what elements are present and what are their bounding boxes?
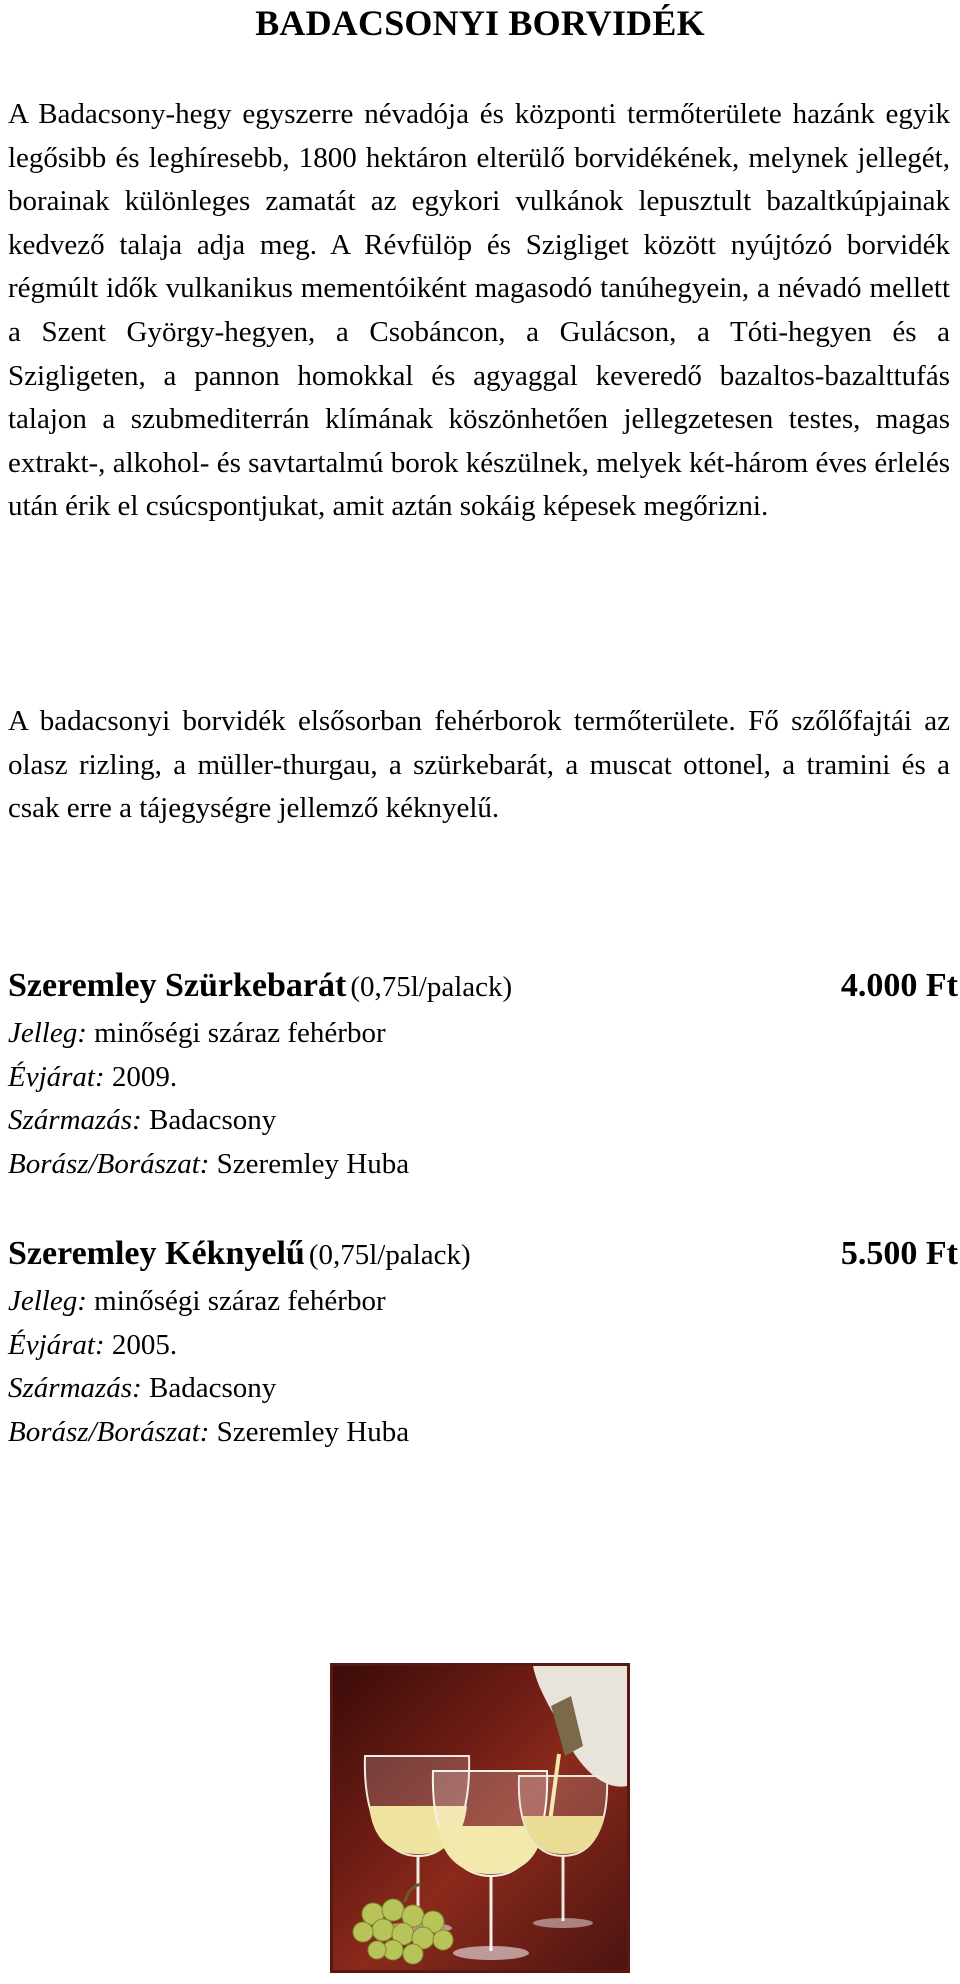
wine-price: 4.000 Ft bbox=[840, 967, 958, 1004]
wine-vintage-line bbox=[8, 1056, 958, 1100]
wine-vintage-label: Évjárat: bbox=[8, 1328, 105, 1361]
wine-style: minőségi száraz fehérbor bbox=[94, 1285, 386, 1317]
wine-style-label: Jelleg: bbox=[8, 1285, 87, 1317]
wine-origin: Badacsony bbox=[149, 1372, 277, 1405]
glass-foot bbox=[533, 1918, 593, 1928]
wine-vintage-line bbox=[8, 1324, 958, 1368]
wine-header bbox=[8, 1228, 958, 1280]
wine-bottle-size: (0,75l/palack) bbox=[308, 1239, 471, 1271]
page-title: BADACSONYI BORVIDÉK bbox=[255, 3, 705, 43]
wine-maker-label: Borász/Borászat: bbox=[8, 1415, 210, 1448]
wine-origin-label: Származás: bbox=[8, 1104, 142, 1137]
wine-maker: Szeremley Huba bbox=[216, 1147, 410, 1180]
glass-foot bbox=[453, 1946, 529, 1960]
wine-price: 5.500 Ft bbox=[840, 1235, 958, 1272]
wine-name: Szeremley Szürkebarát bbox=[8, 967, 347, 1004]
grapes-shape bbox=[353, 1899, 453, 1964]
wine-item bbox=[8, 1228, 958, 1454]
wine-origin-line bbox=[8, 1099, 958, 1143]
wine-origin-label: Származás: bbox=[8, 1372, 142, 1405]
wine-style-label: Jelleg: bbox=[8, 1017, 87, 1049]
wine-style-line bbox=[8, 1280, 958, 1324]
wine-style-line bbox=[8, 1012, 958, 1056]
wine-header bbox=[8, 960, 958, 1012]
wine-glasses-photo bbox=[330, 1663, 630, 1973]
wine-origin: Badacsony bbox=[149, 1104, 277, 1137]
wine-maker: Szeremley Huba bbox=[216, 1415, 410, 1448]
wine-vintage: 2009. bbox=[111, 1060, 178, 1093]
napkin-shape bbox=[533, 1666, 627, 1787]
intro-paragraph: A Badacsony-hegy egyszerre névadója és központi termőterülete hazánk egyik legősibb és leghíresebb, 1800 hektáron elterülő borvidékének, melynek jellegét, borainak különleges zamatát az egykori vulkánok lepusztult bazaltkúpjainak kedvező talaja adja meg. A Révfülöp és Szigliget között nyújtózó borvidék régmúlt idők vulkanikus mementóiként magasodó tanúhegyein, a névadó mellett a Szent György-hegyen, a Csobáncon, a Gulácson, a Tóti-hegyen és a Szigligeten, a pannon homokkal és agyaggal keveredő bazaltos-bazalttufás talajon a szubmediterrán klímának köszönhetően jellegzetesen testes, magas extrakt-, alkohol- és savtartalmú borok készülnek, melyek két-három éves érlelés után érik el csúcspontjukat, amit aztán sokáig képesek megőrizni. bbox=[8, 98, 950, 523]
wine-style: minőségi száraz fehérbor bbox=[94, 1017, 386, 1049]
grape-varieties-paragraph: A badacsonyi borvidék elsősorban fehérborok termőterülete. Fő szőlőfajtái az olasz rizling, a müller-thurgau, a szürkebarát, a muscat ottonel, a tramini és a csak erre a tájegységre jellemző kéknyelű. bbox=[8, 705, 950, 825]
wine-item bbox=[8, 960, 958, 1186]
wine-name: Szeremley Kéknyelű bbox=[8, 1235, 305, 1272]
wine-maker-line bbox=[8, 1143, 958, 1187]
wine-bottle-size: (0,75l/palack) bbox=[350, 971, 513, 1003]
wine-vintage: 2005. bbox=[111, 1328, 178, 1361]
wine-glasses-icon bbox=[333, 1666, 627, 1970]
wine-maker-label: Borász/Borászat: bbox=[8, 1147, 210, 1180]
wine-origin-line bbox=[8, 1367, 958, 1411]
wine-vintage-label: Évjárat: bbox=[8, 1060, 105, 1093]
wine-maker-line bbox=[8, 1411, 958, 1455]
